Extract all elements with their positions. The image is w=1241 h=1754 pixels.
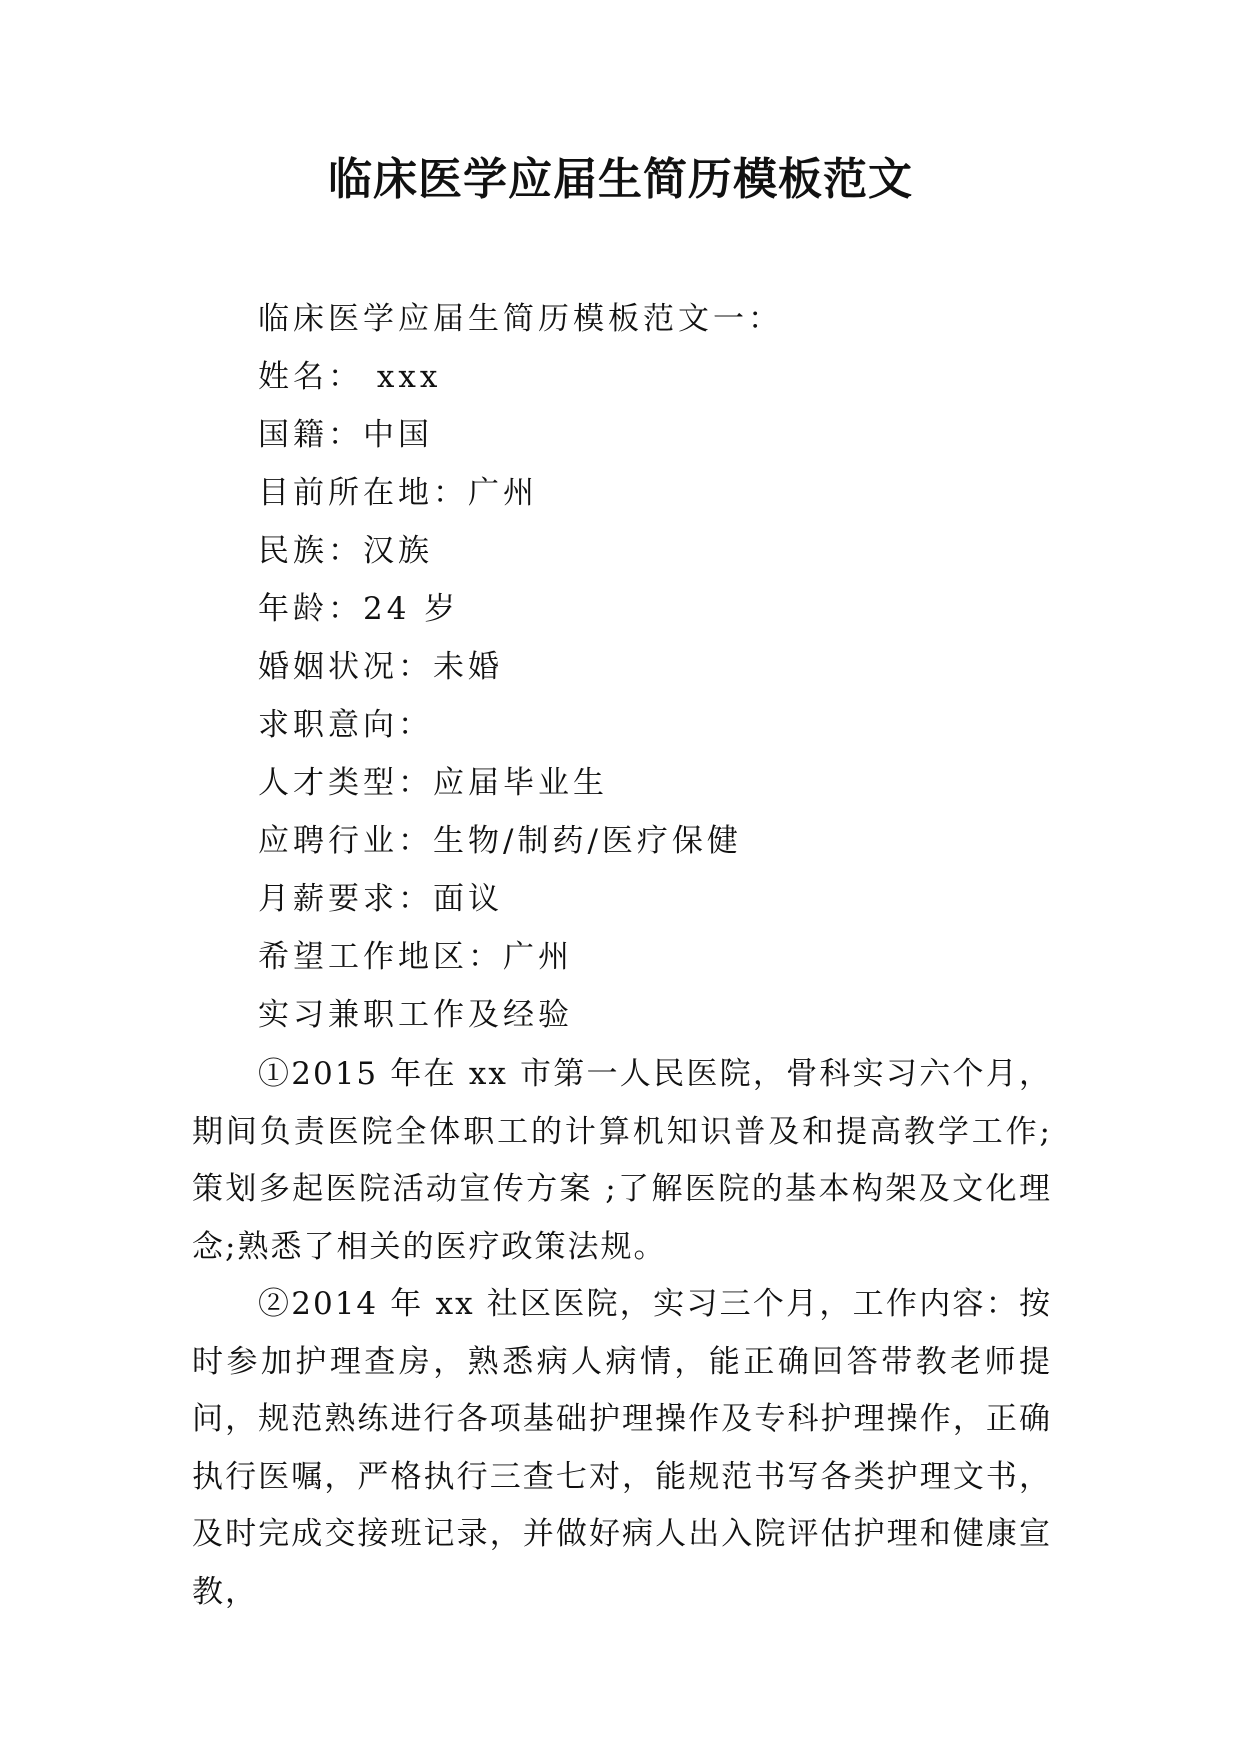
field-age: 年龄：24 岁 [258,591,460,627]
field-industry: 应聘行业：生物/制药/医疗保健 [258,823,742,859]
field-nationality: 国籍：中国 [258,417,433,453]
resume-field-list [258,290,1118,1044]
experience-paragraph-1: ①2015 年在 xx 市第一人民医院，骨科实习六个月，期间负责医院全体职工的计算机知识普及和提高教学工作;策划多起医院活动宣传方案 ;了解医院的基本构架及文化理念;熟悉了相关的医疗政策法规。 [192,1056,1052,1265]
field-talent-type: 人才类型：应届毕业生 [258,765,608,801]
section-heading-job-intention: 求职意向： [258,707,433,743]
section-heading-template-one: 临床医学应届生简历模板范文一： [258,301,783,337]
field-marital-status: 婚姻状况：未婚 [258,649,503,685]
field-salary: 月薪要求：面议 [258,881,503,917]
field-ethnicity: 民族：汉族 [258,533,433,569]
field-current-location: 目前所在地：广州 [258,475,538,511]
experience-paragraph-2: ②2014 年 xx 社区医院，实习三个月，工作内容：按时参加护理查房，熟悉病人病情，能正确回答带教老师提问，规范熟练进行各项基础护理操作及专科护理操作，正确执行医嘱，严格执行三查七对，能规范书写各类护理文书，及时完成交接班记录，并做好病人出入院评估护理和健康宣教， [192,1286,1052,1610]
field-work-region: 希望工作地区：广州 [258,939,573,975]
document-title: 临床医学应届生简历模板范文 [328,154,913,205]
field-name: 姓名： xxx [258,359,442,395]
section-heading-experience: 实习兼职工作及经验 [258,997,573,1033]
